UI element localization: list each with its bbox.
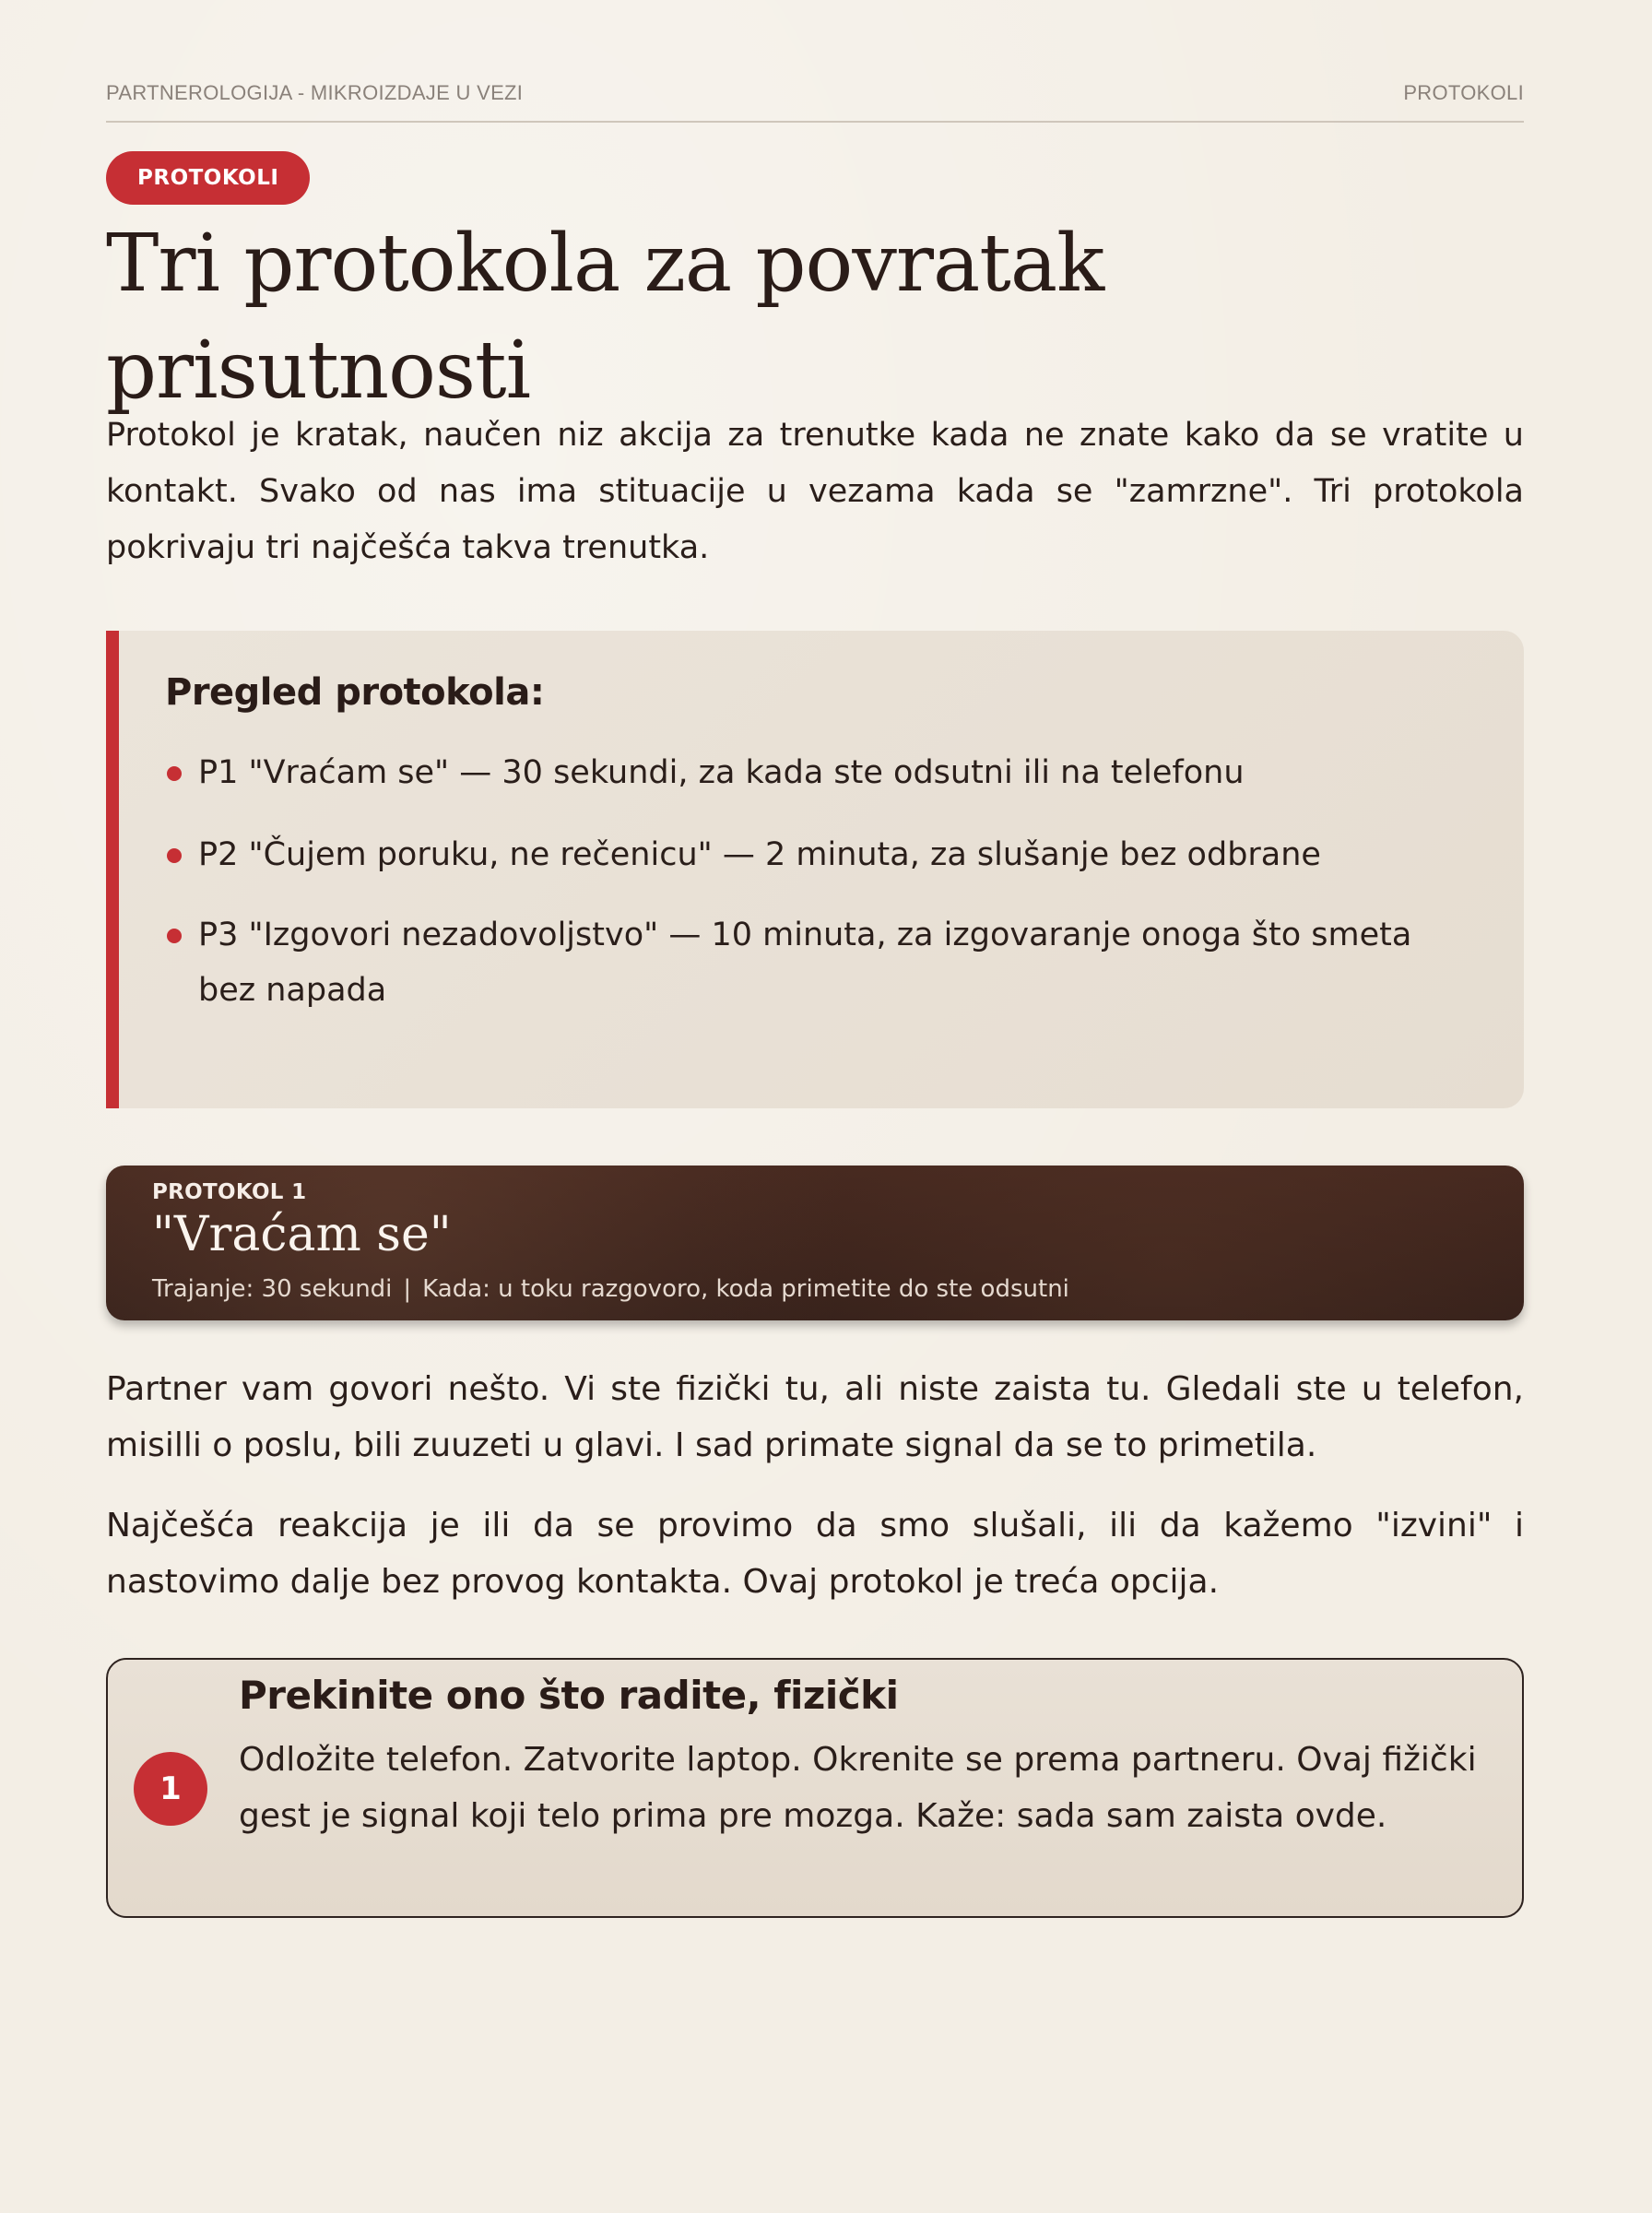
step-text: Odložite telefon. Zatvorite laptop. Okrenite se prema partneru. Ovaj fižički gest je signal koji telo prima pre mozga. Kaže: sada sam zaista ovde. [239, 1741, 1477, 1835]
running-header [106, 81, 1524, 105]
overview-list [165, 745, 1474, 1045]
overview-item [165, 745, 1474, 800]
running-header-left: PARTNEROLOGIJA - MIKROIZDAJE U VEZI [106, 81, 524, 104]
protocol-meta [152, 1275, 1069, 1303]
section-tag: PROTOKOLI [106, 151, 310, 205]
header-divider [106, 121, 1524, 123]
protocol-banner [106, 1166, 1524, 1320]
protocol-label: PROTOKOL 1 [152, 1180, 307, 1204]
overview-item-text: P2 "Čujem poruku, ne rečenicu" — 2 minuta, za slušanje bez odbrane [198, 836, 1321, 873]
step-number-badge: 1 [134, 1752, 207, 1826]
overview-item-text: P3 "Izgovori nezadovoljstvo" — 10 minuta, za izgovaranje onoga što smeta bez napada [198, 917, 1412, 1009]
overview-item-text: P1 "Vraćam se" — 30 sekundi, za kada ste odsutni ili na telefonu [198, 754, 1245, 791]
bullet-icon [167, 848, 182, 863]
body-paragraph: Partner vam govori nešto. Vi ste fizički tu, ali niste zaista tu. Gledali ste u telefon, misilli o poslu, bili zuuzeti u glavi. I sad primate signal da se to primetila. [106, 1370, 1524, 1464]
body-paragraph: Najčešća reakcija je ili da se provimo da smo slušali, ili da kažemo "izvini" i nastovimo dalje bez provog kontakta. Ovaj protokol je treća opcija. [106, 1507, 1524, 1601]
bullet-icon [167, 766, 182, 781]
overview-item [165, 907, 1474, 1018]
overview-box [106, 631, 1524, 1108]
overview-item [165, 827, 1474, 882]
page-title: Tri protokola za povratak prisutnosti [106, 218, 1104, 417]
protocol-name: "Vraćam se" [152, 1207, 452, 1262]
protocol-duration: Trajanje: 30 sekundi [152, 1275, 393, 1303]
protocol-when: Kada: u toku razgovoro, koda primetite do ste odsutni [422, 1275, 1069, 1303]
intro-paragraph: Protokol je kratak, naučen niz akcija za trenutke kada ne znate kako da se vratite u kontakt. Svako od nas ima stituacije u vezama kada se "zamrzne". Tri protokola pokrivaju tri najčešća takva trenutka. [106, 417, 1524, 566]
bullet-icon [167, 929, 182, 943]
meta-separator: | [403, 1275, 412, 1303]
step-card [106, 1658, 1524, 1918]
overview-heading: Pregled protokola: [165, 671, 545, 714]
running-header-right: PROTOKOLI [1403, 81, 1524, 104]
step-title: Prekinite ono što radite, fizički [239, 1673, 899, 1718]
